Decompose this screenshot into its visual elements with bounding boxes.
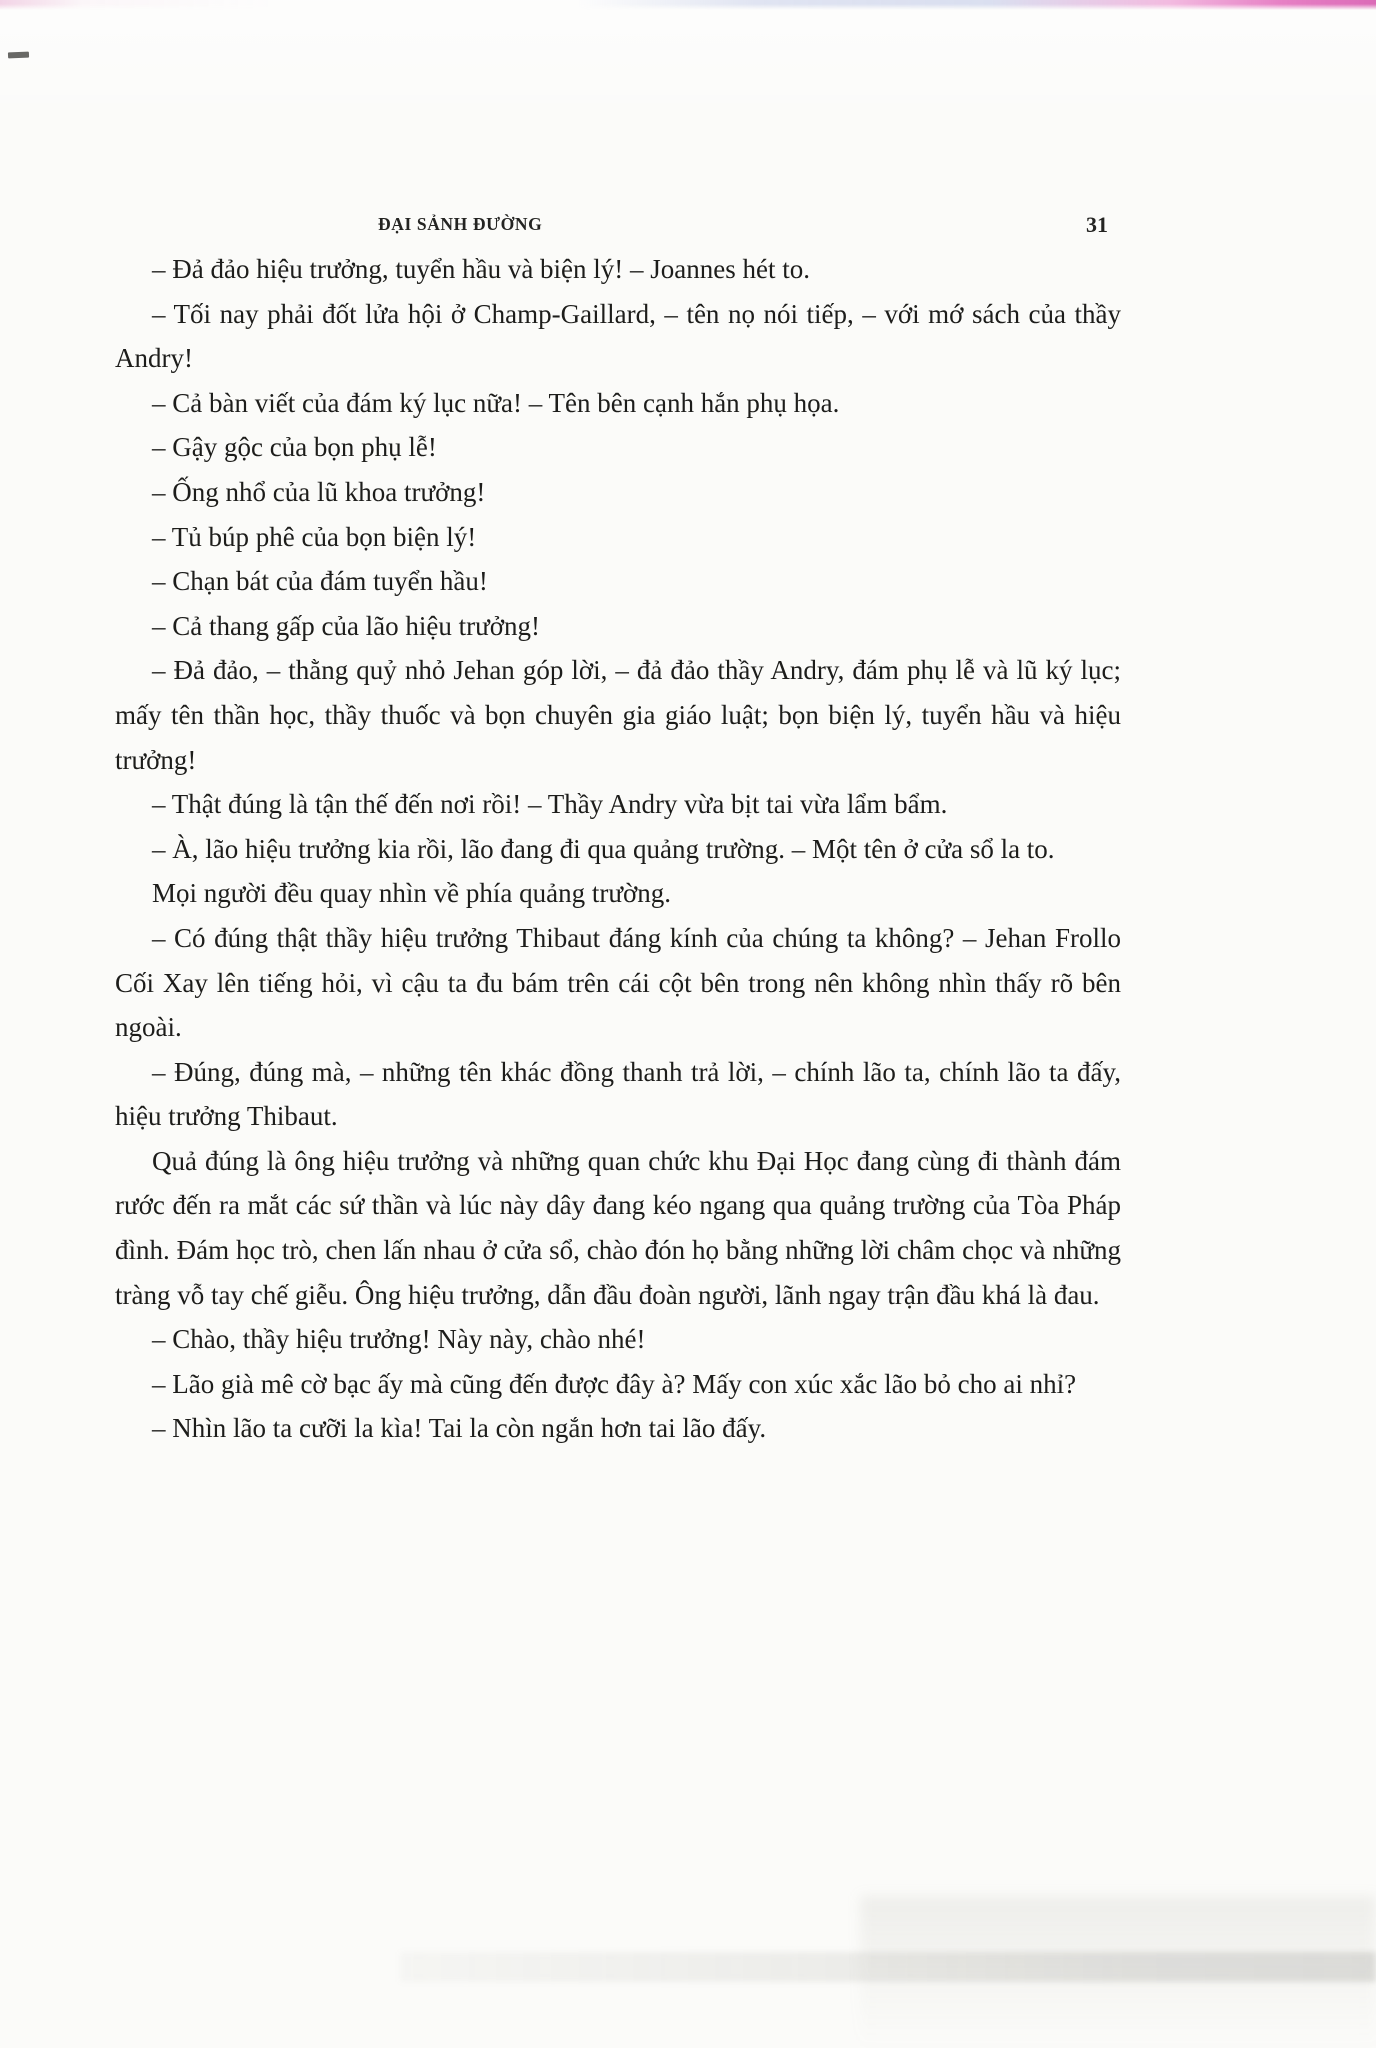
paragraph: – Chạn bát của đám tuyển hầu!	[152, 566, 488, 597]
page-number: 31	[1086, 212, 1108, 237]
paragraph: – Gậy gộc của bọn phụ lễ!	[152, 432, 437, 463]
paragraph: – Đả đảo, – thằng quỷ nhỏ Jehan góp lời, – đả đảo thầy Andry, đám phụ lễ và lũ ký lục; mấy tên thần học, thầy thuốc và bọn chuyên gia giáo luật; bọn biện lý, tuyển hầu và hiệu trưởng!	[115, 655, 1121, 775]
paragraph: – Chào, thầy hiệu trưởng! Này này, chào nhé!	[152, 1324, 646, 1355]
paragraph: – Ống nhổ của lũ khoa trưởng!	[152, 476, 486, 507]
paragraph: – Cả bàn viết của đám ký lục nữa! – Tên bên cạnh hắn phụ họa.	[152, 387, 840, 418]
paragraph: – Tủ búp phê của bọn biện lý!	[152, 521, 477, 552]
paragraph: – Đả đảo hiệu trưởng, tuyển hầu và biện lý! – Joannes hét to.	[152, 254, 811, 284]
paragraph: – Đúng, đúng mà, – những tên khác đồng thanh trả lời, – chính lão ta, chính lão ta đấy, hiệu trưởng Thibaut.	[115, 1056, 1121, 1132]
paragraph: – Nhìn lão ta cưỡi la kìa! Tai la còn ngắn hơn tai lão đấy.	[152, 1413, 767, 1444]
paragraph: – Tối nay phải đốt lửa hội ở Champ-Gaillard, – tên nọ nói tiếp, – với mớ sách của thầy Andry!	[115, 298, 1121, 374]
paragraph: – Có đúng thật thầy hiệu trưởng Thibaut đáng kính của chúng ta không? – Jehan Frollo Cối Xay lên tiếng hỏi, vì cậu ta đu bám trên cái cột bên trong nên không nhìn thấy rõ bên ngoài.	[115, 922, 1121, 1043]
scan-artifact-top-edge	[0, 0, 1376, 11]
paragraph: – Cả thang gấp của lão hiệu trưởng!	[152, 610, 541, 641]
running-head	[0, 212, 1376, 242]
page-body-text	[115, 247, 1121, 1451]
paragraph: – À, lão hiệu trưởng kia rồi, lão đang đi qua quảng trường. – Một tên ở cửa sổ la to.	[152, 833, 1055, 864]
paragraph: Quả đúng là ông hiệu trưởng và những quan chức khu Đại Học đang cùng đi thành đám rước đến ra mắt các sứ thần và lúc này dây đang kéo ngang qua quảng trường của Tòa Pháp đình. Đám học trò, chen lấn nhau ở cửa sổ, chào đón họ bằng những lời châm chọc và những tràng vỗ tay chế giễu. Ông hiệu trưởng, dẫn đầu đoàn người, lãnh ngay trận đầu khá là đau.	[115, 1145, 1121, 1310]
chapter-title: ĐẠI SẢNH ĐƯỜNG	[378, 214, 543, 234]
paragraph: Mọi người đều quay nhìn về phía quảng trường.	[152, 878, 671, 909]
scan-artifact-bottom-right-shade	[860, 1896, 1376, 2048]
scan-artifact-dash	[8, 52, 29, 59]
paragraph: – Thật đúng là tận thế đến nơi rồi! – Thầy Andry vừa bịt tai vừa lẩm bẩm.	[152, 789, 948, 820]
paragraph: – Lão già mê cờ bạc ấy mà cũng đến được đây à? Mấy con xúc xắc lão bỏ cho ai nhỉ?	[152, 1368, 1077, 1399]
